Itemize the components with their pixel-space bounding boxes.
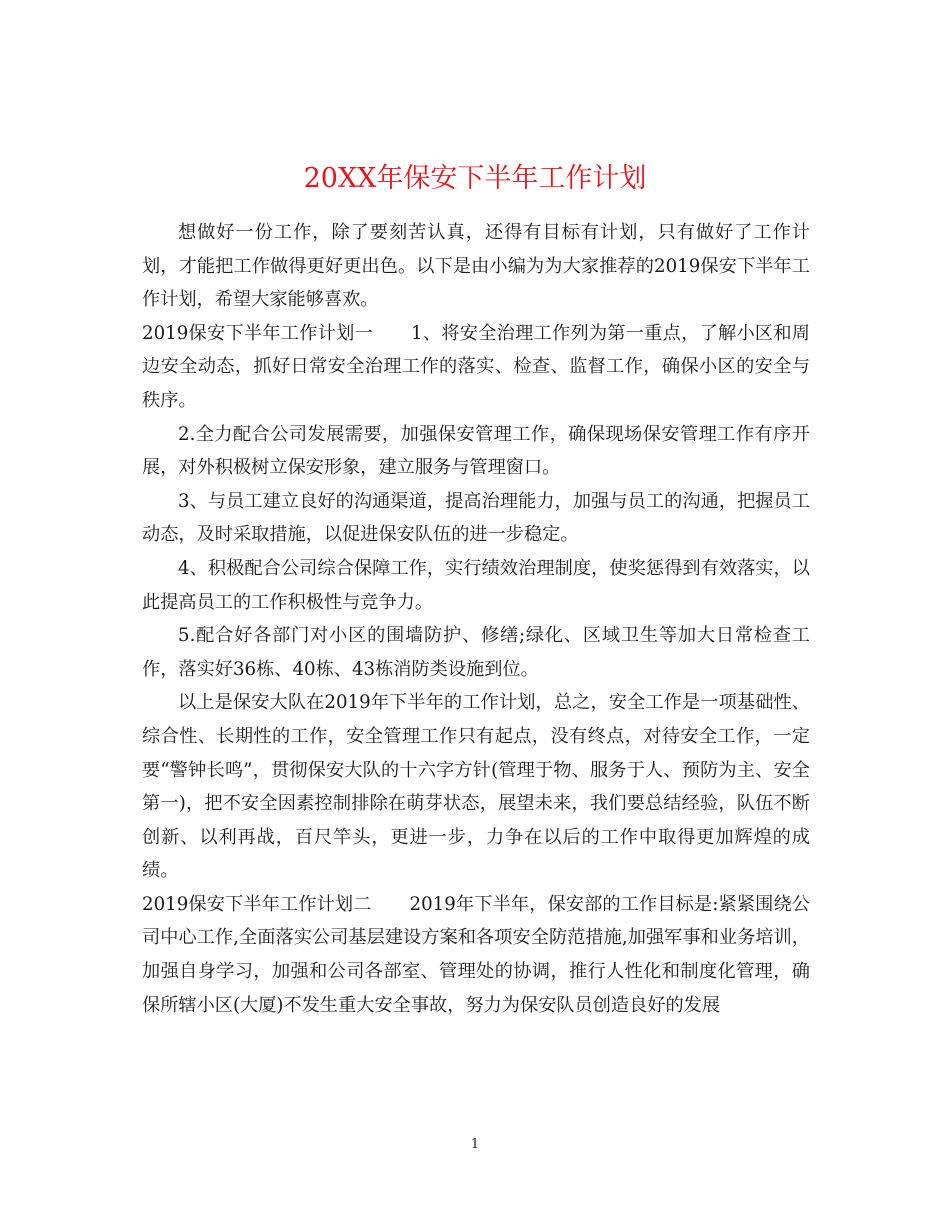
intro-paragraph: 想做好一份工作，除了要刻苦认真，还得有目标有计划，只有做好了工作计划，才能把工作做得更好更出色。以下是由小编为为大家推荐的2019保安下半年工作计划，希望大家能够喜欢。	[142, 222, 810, 311]
item-one-text: 1、将安全治理工作列为第一重点，了解小区和周边安全动态，抓好日常安全治理工作的落实、检查、监督工作，确保小区的安全与秩序。	[142, 322, 810, 411]
summary-paragraph: 以上是保安大队在2019年下半年的工作计划，总之，安全工作是一项基础性、综合性、长期性的工作，安全管理工作只有起点，没有终点，对待安全工作，一定要“警钟长鸣”，贯彻保安大队的十六字方针(管理于物、服务于人、预防为主、安全第一)，把不安全因素控制排除在萌芽状态，展望未来，我们要总结经验，队伍不断创新、以利再战，百尺竿头，更进一步，力争在以后的工作中取得更加辉煌的成绩。	[142, 692, 810, 882]
item-five-paragraph: 5.配合好各部门对小区的围墙防护、修缮;绿化、区域卫生等加大日常检查工作，落实好36栋、40栋、43栋消防类设施到位。	[142, 625, 810, 680]
document-body	[142, 216, 810, 1022]
item-three-paragraph: 3、与员工建立良好的沟通渠道，提高治理能力，加强与员工的沟通，把握员工动态，及时采取措施，以促进保安队伍的进一步稳定。	[142, 490, 810, 546]
section-heading-one: 2019保安下半年工作计划一	[142, 322, 374, 344]
page-number: 1	[470, 1137, 480, 1152]
section-two-paragraph	[142, 888, 810, 1022]
section-heading-two: 2019保安下半年工作计划二	[142, 893, 372, 915]
item-two-paragraph: 2.全力配合公司发展需要，加强保安管理工作，确保现场保安管理工作有序开展，对外积极树立保安形象，建立服务与管理窗口。	[142, 423, 810, 479]
section-one-paragraph	[142, 317, 810, 418]
item-four-paragraph: 4、积极配合公司综合保障工作，实行绩效治理制度，使奖惩得到有效落实，以此提高员工的工作积极性与竞争力。	[142, 557, 810, 613]
document-title: 20XX年保安下半年工作计划	[303, 163, 647, 195]
section-two-text: 2019年下半年，保安部的工作目标是:紧紧围绕公司中心工作,全面落实公司基层建设方案和各项安全防范措施,加强军事和业务培训，加强自身学习，加强和公司各部室、管理处的协调，推行人性化和制度化管理，确保所辖小区(大厦)不发生重大安全事故，努力为保安队员创造良好的发展	[142, 893, 810, 1016]
